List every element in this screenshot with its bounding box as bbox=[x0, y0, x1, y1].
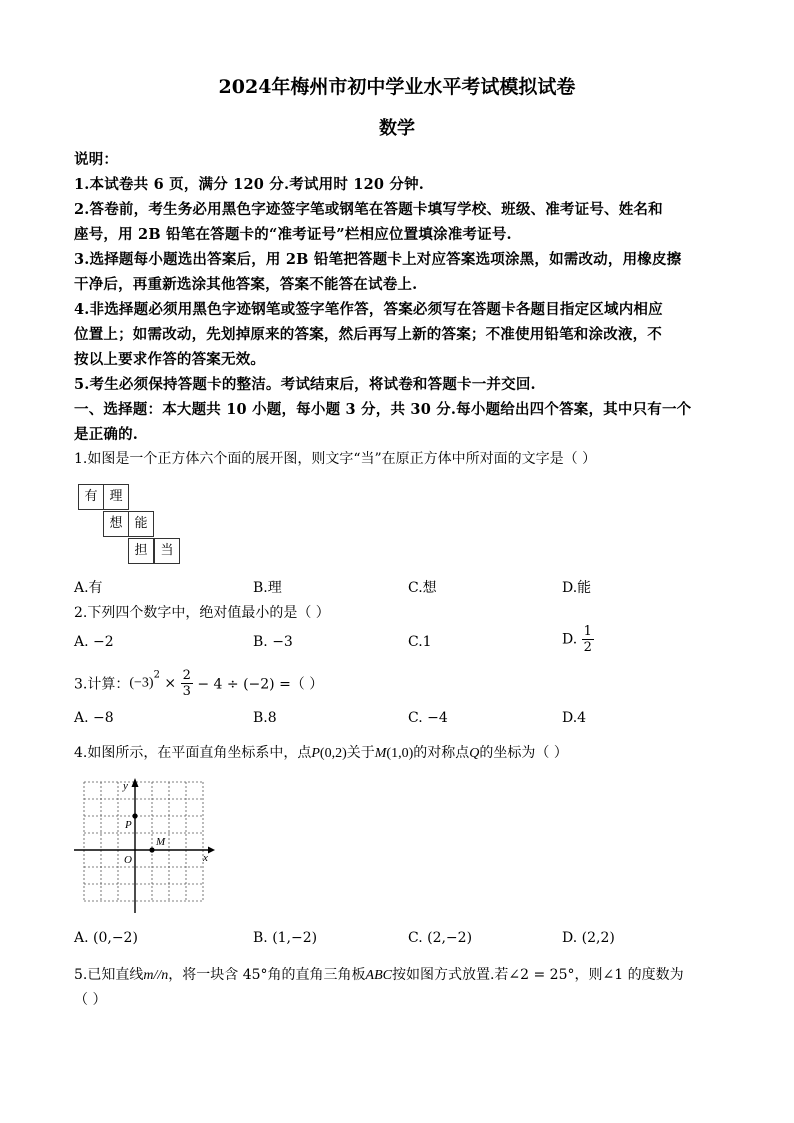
q3-option-c: C. −4 bbox=[408, 710, 448, 726]
instruction-line-3b: 干净后，再重新选涂其他答案，答案不能答在试卷上. bbox=[74, 276, 418, 293]
x-axis-arrow-icon bbox=[208, 847, 215, 854]
q4-stem-b: 关于 bbox=[346, 745, 375, 761]
q5-stem-b: ，将一块含 45°角的直角三角板 bbox=[168, 967, 366, 983]
cube-cell: 理 bbox=[103, 484, 129, 510]
q4-stem bbox=[74, 742, 568, 762]
section-1-heading-cont: 是正确的. bbox=[74, 426, 139, 443]
q2-option-d bbox=[562, 624, 594, 655]
instructions-heading: 说明： bbox=[74, 151, 119, 168]
q4-stem-c: 的对称点 bbox=[413, 745, 470, 761]
instruction-line-4b: 位置上；如需改动，先划掉原来的答案，然后再写上新的答案；不准使用铅笔和涂改液，不 bbox=[74, 326, 662, 343]
instruction-line-2b: 座号，用 2B 铅笔在答题卡的“准考证号”栏相应位置填涂准考证号. bbox=[74, 226, 512, 243]
q4-stem-a: 4.如图所示，在平面直角坐标系中，点 bbox=[74, 745, 312, 761]
q1-option-b: B.理 bbox=[253, 580, 282, 596]
q4-m-coord: (1,0) bbox=[386, 746, 414, 761]
q4-option-b: B. (1,−2) bbox=[253, 930, 318, 946]
q2-option-d-label: D. bbox=[562, 631, 578, 648]
origin-label: O bbox=[124, 854, 132, 866]
q5-stem-blank: （ ） bbox=[74, 992, 107, 1008]
point-p-dot bbox=[132, 813, 137, 818]
instruction-line-5: 5.考生必须保持答题卡的整洁。考试结束后，将试卷和答题卡一并交回. bbox=[74, 376, 536, 393]
q1-option-a: A.有 bbox=[74, 580, 103, 596]
fraction-numerator: 2 bbox=[182, 668, 191, 683]
q5-stem-a: 5.已知直线 bbox=[74, 967, 144, 983]
point-m-label: M bbox=[156, 836, 166, 848]
x-axis-label: x bbox=[203, 852, 208, 864]
q4-point-p: P bbox=[311, 746, 320, 761]
instruction-line-2a: 2.答卷前，考生务必用黑色字迹签字笔或钢笔在答题卡填写学校、班级、准考证号、姓名和 bbox=[74, 201, 663, 218]
q2-option-b: B. −3 bbox=[253, 634, 293, 650]
q3-option-a: A. −8 bbox=[74, 710, 114, 726]
q5-triangle: ABC bbox=[365, 968, 392, 983]
q4-coordinate-graph bbox=[72, 775, 217, 915]
q4-stem-d: 的坐标为（ ） bbox=[479, 745, 568, 761]
instruction-line-1: 1.本试卷共 6 页，满分 120 分.考试用时 120 分钟. bbox=[74, 176, 425, 193]
cube-cell: 能 bbox=[128, 511, 154, 537]
q4-point-q: Q bbox=[469, 746, 480, 761]
q2-option-c: C.1 bbox=[408, 634, 432, 650]
q3-option-d: D.4 bbox=[562, 710, 587, 726]
q1-option-d: D.能 bbox=[562, 580, 592, 596]
y-axis-label: y bbox=[123, 780, 128, 792]
q2-option-d-fraction bbox=[582, 624, 594, 655]
fraction-denominator: 2 bbox=[583, 640, 592, 655]
fraction-denominator: 3 bbox=[182, 684, 191, 699]
q3-stem-prefix: 3.计算： bbox=[74, 676, 130, 693]
q3-option-b: B.8 bbox=[253, 710, 277, 726]
exam-subject: 数学 bbox=[379, 118, 415, 139]
q5-lines: m//n bbox=[143, 968, 169, 983]
instruction-line-4a: 4.非选择题必须用黑色字迹钢笔或签字笔作答，答案必须写在答题卡各题目指定区域内相应 bbox=[74, 301, 663, 318]
q2-stem: 2.下列四个数字中，绝对值最小的是（ ） bbox=[74, 605, 330, 621]
q4-grid bbox=[84, 782, 203, 901]
q4-option-d: D. (2,2) bbox=[562, 930, 615, 946]
instruction-line-4c: 按以上要求作答的答案无效。 bbox=[74, 351, 266, 368]
instruction-line-3a: 3.选择题每小题选出答案后，用 2B 铅笔把答题卡上对应答案选项涂黑，如需改动，用橡皮擦 bbox=[74, 251, 682, 268]
q4-option-c: C. (2,−2) bbox=[408, 930, 473, 946]
q4-point-m: M bbox=[374, 746, 387, 761]
q3-stem bbox=[74, 668, 323, 699]
cube-cell: 有 bbox=[78, 484, 104, 510]
y-axis-arrow-icon bbox=[132, 778, 139, 787]
q1-cube-net bbox=[74, 480, 194, 570]
q2-option-a: A. −2 bbox=[74, 634, 114, 650]
q4-p-coord: (0,2) bbox=[319, 746, 347, 761]
q3-expr-times: × bbox=[164, 675, 177, 692]
q3-expr-base: (−3) bbox=[129, 675, 154, 691]
cube-cell: 担 bbox=[128, 538, 154, 564]
q1-stem: 1.如图是一个正方体六个面的展开图，则文字“当”在原正方体中所对面的文字是（ ） bbox=[74, 451, 597, 467]
q5-stem bbox=[74, 964, 684, 984]
cube-cell: 当 bbox=[154, 538, 180, 564]
fraction-numerator: 1 bbox=[583, 624, 592, 639]
section-1-heading: 一、选择题：本大题共 10 小题，每小题 3 分，共 30 分.每小题给出四个答案，其中只有一个 bbox=[74, 401, 692, 418]
q1-option-c: C.想 bbox=[408, 580, 437, 596]
q5-stem-c: 按如图方式放置.若∠2 = 25°，则∠1 的度数为 bbox=[391, 967, 684, 983]
point-p-label: P bbox=[125, 819, 132, 831]
cube-cell: 想 bbox=[103, 511, 129, 537]
point-m-dot bbox=[149, 847, 154, 852]
q3-expr-exponent: 2 bbox=[153, 669, 160, 681]
q4-option-a: A. (0,−2) bbox=[74, 930, 138, 946]
q3-fraction bbox=[181, 668, 193, 699]
exam-title: 2024年梅州市初中学业水平考试模拟试卷 bbox=[218, 76, 576, 98]
q3-expr-rest: − 4 ÷ (−2) =（ ） bbox=[197, 676, 324, 693]
